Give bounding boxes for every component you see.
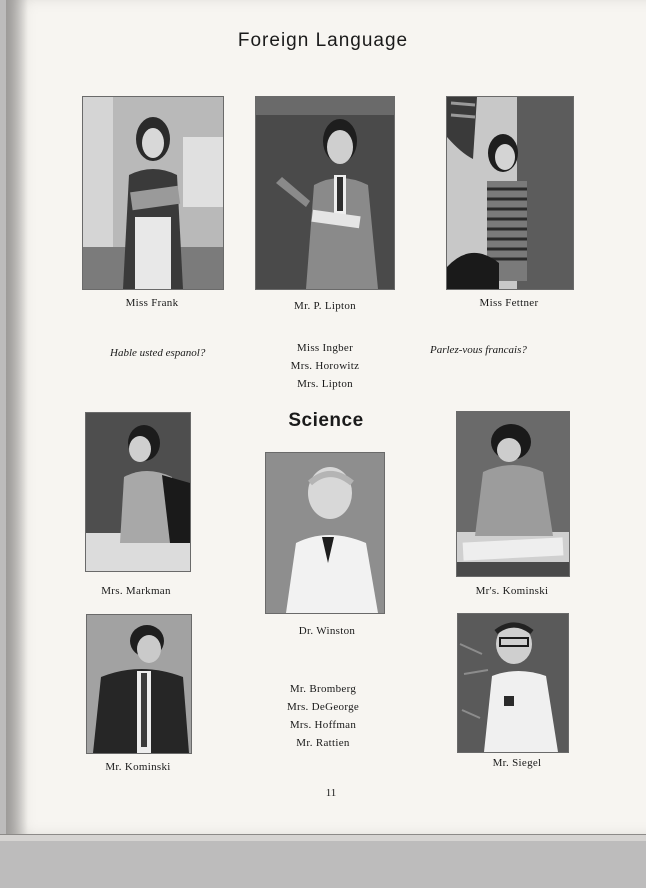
caption-mrs-kominski: Mr's. Kominski [475,585,549,597]
caption-miss-frank: Miss Frank [125,297,179,309]
photo-dr-winston [265,452,385,614]
science-teacher-list [258,680,388,752]
list-item: Mr. Bromberg [289,683,357,695]
photo-mr-siegel [457,613,569,753]
page-bottom-edge [0,834,646,841]
list-item: Mrs. DeGeorge [286,701,360,713]
photo-mrs-kominski [456,411,570,577]
page-number: 11 [325,787,337,799]
photo-miss-fettner [446,96,574,290]
list-item: Mr. Rattien [296,737,350,749]
foreign-language-teacher-list [260,339,390,393]
caption-miss-fettner: Miss Fettner [479,297,539,309]
photo-mr-kominski [86,614,192,754]
section-title-foreign-language: Foreign Language [237,30,409,51]
caption-dr-winston: Dr. Winston [298,625,356,637]
section-title-science: Science [288,410,364,431]
photo-mr-p-lipton [255,96,395,290]
list-item: Miss Ingber [296,342,354,354]
list-item: Mrs. Horowitz [290,360,360,372]
list-item: Mrs. Lipton [297,378,353,390]
phrase-spanish: Hable usted espanol? [110,347,206,359]
list-item: Mrs. Hoffman [289,719,357,731]
caption-mrs-markman: Mrs. Markman [101,585,171,597]
phrase-french: Parlez-vous francais? [430,344,527,356]
caption-mr-kominski: Mr. Kominski [105,761,171,773]
photo-mrs-markman [85,412,191,572]
caption-mr-siegel: Mr. Siegel [492,757,542,769]
page-gutter-shadow [6,0,28,834]
caption-mr-p-lipton: Mr. P. Lipton [294,300,356,312]
photo-miss-frank [82,96,224,290]
yearbook-page [6,0,646,834]
